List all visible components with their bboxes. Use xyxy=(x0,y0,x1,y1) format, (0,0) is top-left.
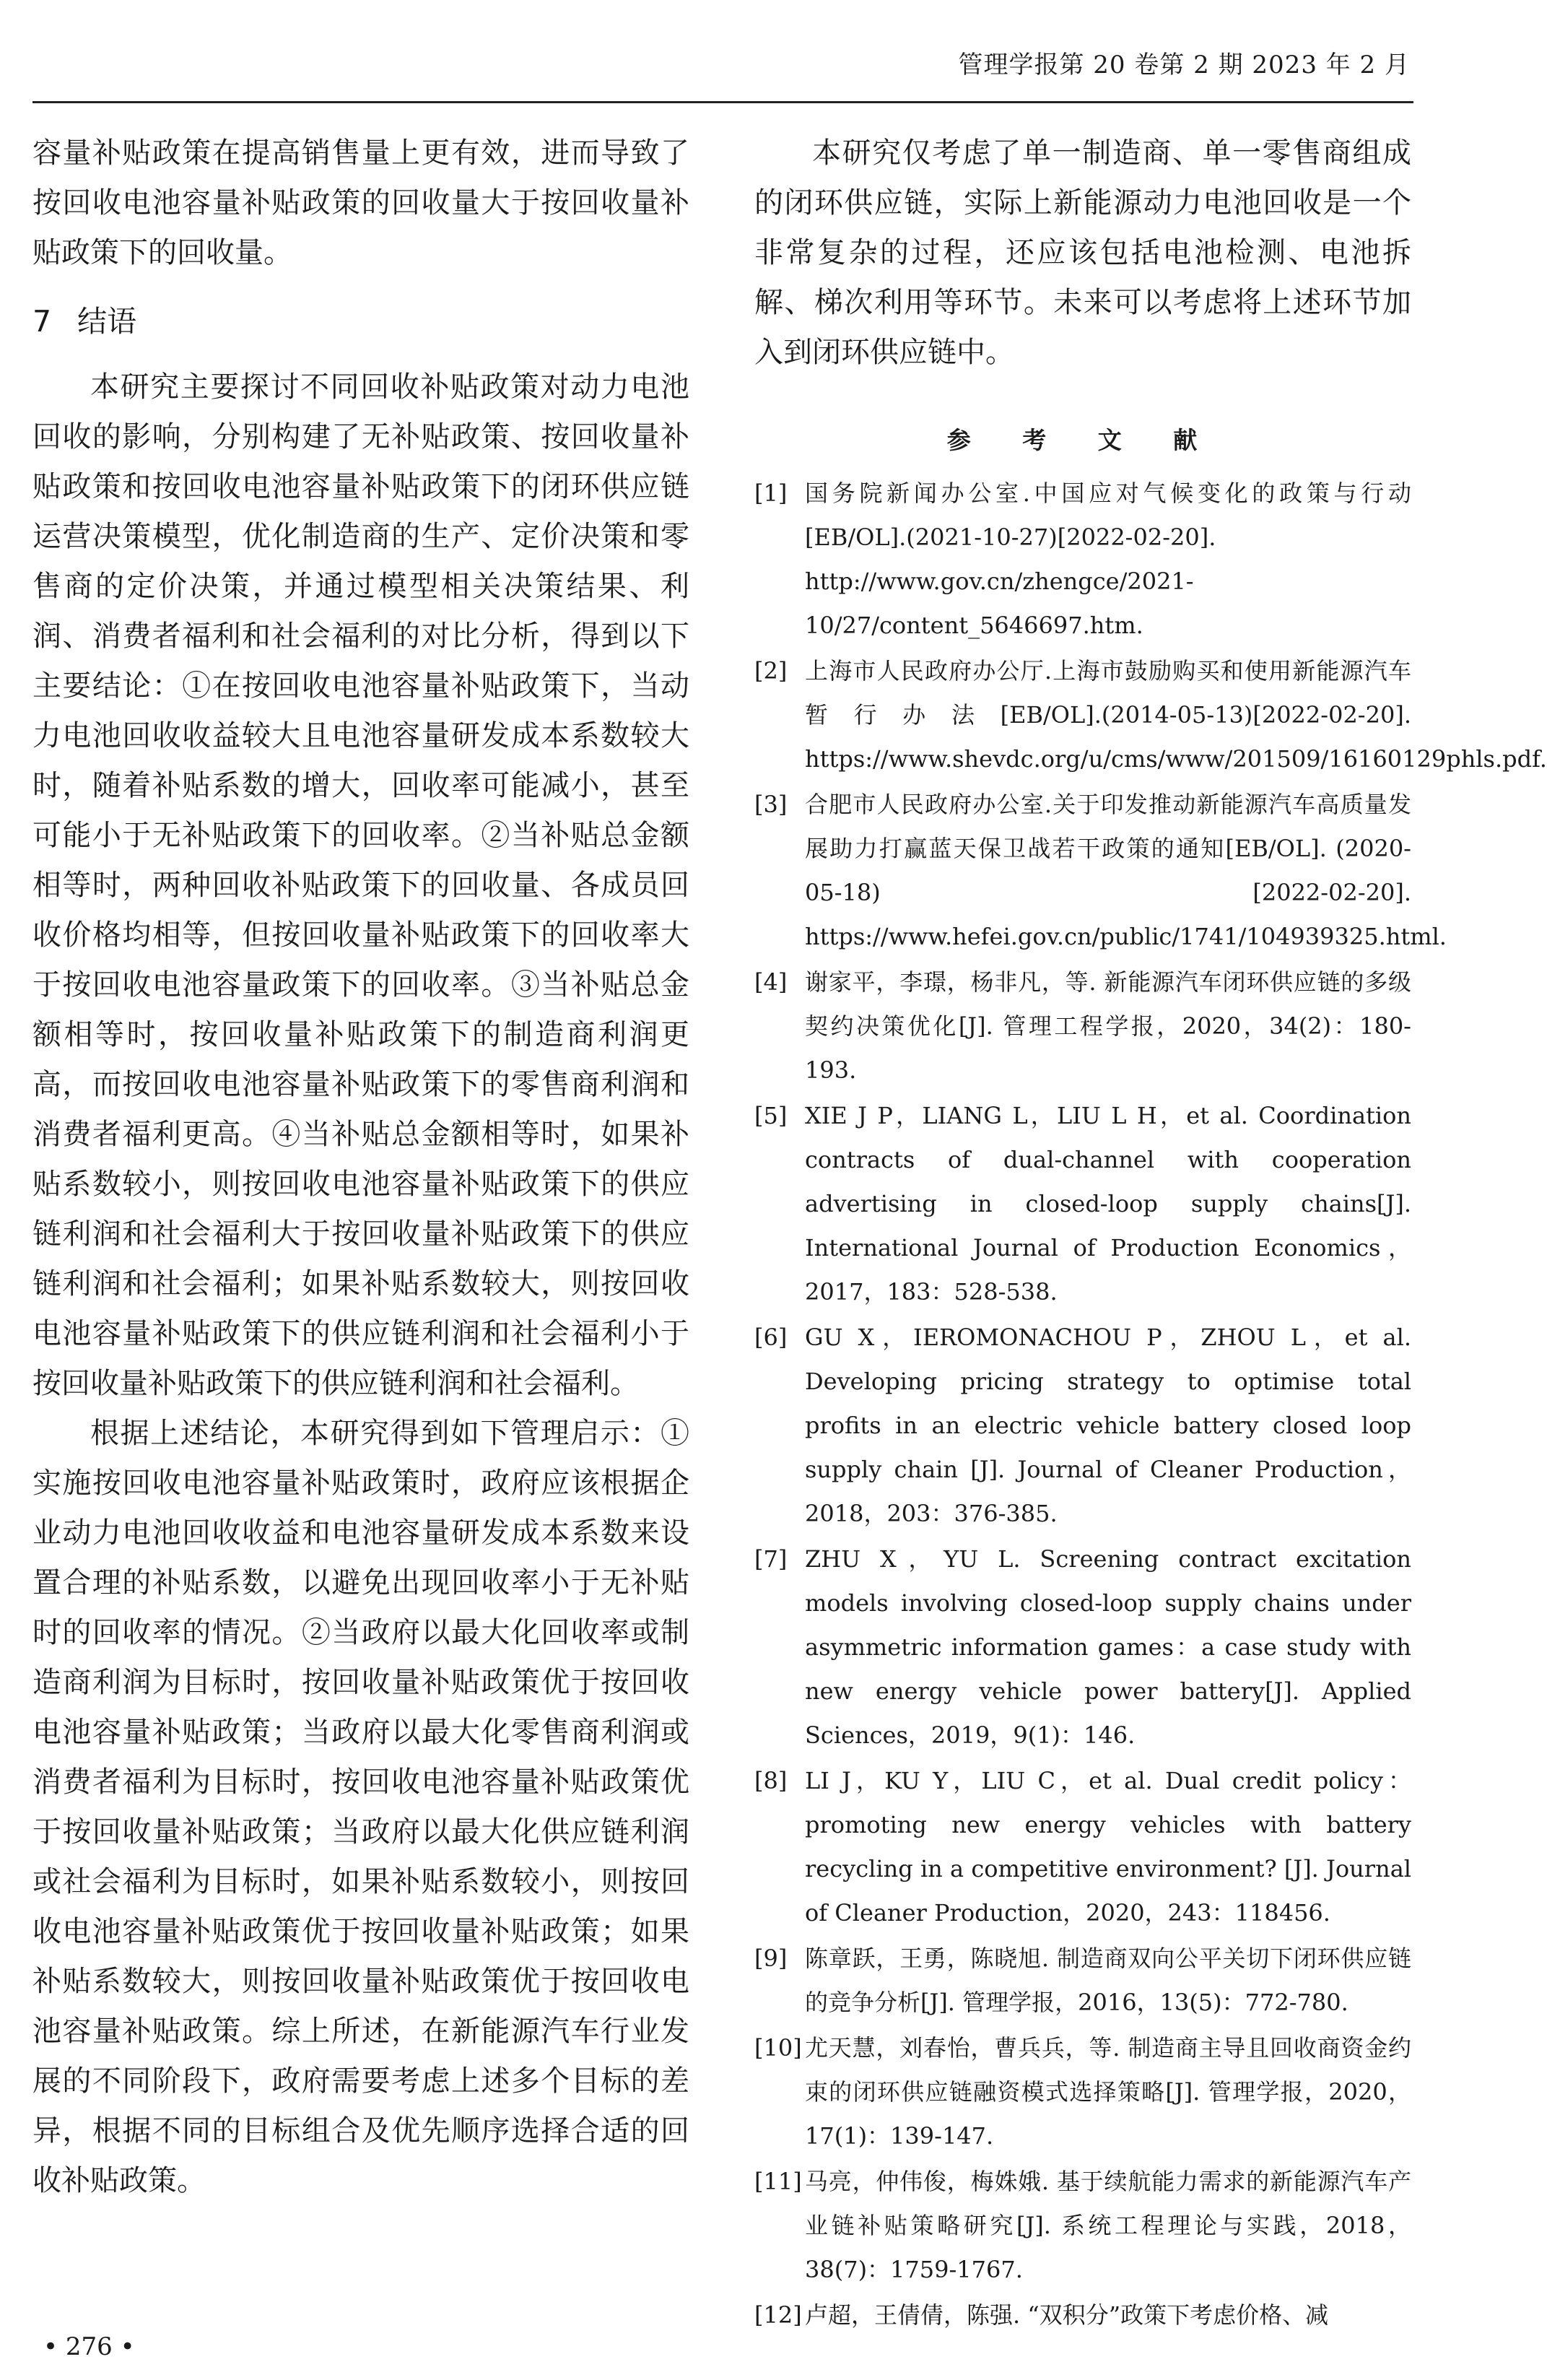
reference-item xyxy=(754,1316,1411,1536)
reference-item xyxy=(754,2160,1411,2292)
reference-number: [11] xyxy=(754,2168,802,2195)
reference-number: [7] xyxy=(754,1545,788,1573)
right-column xyxy=(754,129,1547,2339)
reference-number: [4] xyxy=(754,968,788,996)
reference-item xyxy=(754,1537,1411,1758)
reference-item xyxy=(754,472,1411,648)
reference-number: [2] xyxy=(754,657,788,685)
reference-text: 卢超，王倩倩，陈强. “双积分”政策下考虑价格、减 xyxy=(805,2301,1329,2329)
continuation-paragraph: 容量补贴政策在提高销售量上更有效，进而导致了按回收电池容量补贴政策的回收量大于按回收量补贴政策下的回收量。 xyxy=(32,136,689,269)
section-title: 结语 xyxy=(77,304,137,339)
left-column xyxy=(32,129,689,2206)
implications-paragraph: 根据上述结论，本研究得到如下管理启示：①实施按回收电池容量补贴政策时，政府应该根据企业动力电池回收收益和电池容量研发成本系数来设置合理的补贴系数，以避免出现回收率小于无补贴时的回收率的情况。②当政府以最大化回收率或制造商利润为目标时，按回收量补贴政策优于按回收电池容量补贴政策；当政府以最大化零售商利润或消费者福利为目标时，按回收电池容量补贴政策优于按回收量补贴政策；当政府以最大化供应链利润或社会福利为目标时，如果补贴系数较小，则按回收电池容量补贴政策优于按回收量补贴政策；如果补贴系数较大，则按回收量补贴政策优于按回收电池容量补贴政策。综上所述，在新能源汽车行业发展的不同阶段下，政府需要考虑上述多个目标的差异，根据不同的目标组合及优先顺序选择合适的回收补贴政策。 xyxy=(32,1417,689,2197)
reference-number: [1] xyxy=(754,479,788,507)
reference-item xyxy=(754,1759,1411,1935)
reference-item xyxy=(754,2026,1411,2158)
reference-item xyxy=(754,1094,1411,1314)
conclusion-paragraph: 本研究主要探讨不同回收补贴政策对动力电池回收的影响，分别构建了无补贴政策、按回收量补贴政策和按回收电池容量补贴政策下的闭环供应链运营决策模型，优化制造商的生产、定价决策和零售商的定价决策，并通过模型相关决策结果、利润、消费者福利和社会福利的对比分析，得到以下主要结论：①在按回收电池容量补贴政策下，当动力电池回收收益较大且电池容量研发成本系数较大时，随着补贴系数的增大，回收率可能减小，甚至可能小于无补贴政策下的回收率。②当补贴总金额相等时，两种回收补贴政策下的回收量、各成员回收价格均相等，但按回收量补贴政策下的回收率大于按回收电池容量政策下的回收率。③当补贴总金额相等时，按回收量补贴政策下的制造商利润更高，而按回收电池容量补贴政策下的零售商利润和消费者福利更高。④当补贴总金额相等时，如果补贴系数较小，则按回收电池容量补贴政策下的供应链利润和社会福利大于按回收量补贴政策下的供应链利润和社会福利；如果补贴系数较大，则按回收电池容量补贴政策下的供应链利润和社会福利小于按回收量补贴政策下的供应链利润和社会福利。 xyxy=(32,370,689,1400)
limitations-paragraph: 本研究仅考虑了单一制造商、单一零售商组成的闭环供应链，实际上新能源动力电池回收是一个非常复杂的过程，还应该包括电池检测、电池拆解、梯次利用等环节。未来可以考虑将上述环节加入到闭环供应链中。 xyxy=(754,136,1411,369)
reference-number: [5] xyxy=(754,1102,788,1129)
reference-item xyxy=(754,960,1411,1093)
reference-number: [9] xyxy=(754,1945,788,1972)
references-title: 参 考 文 献 xyxy=(946,426,1219,454)
reference-text: XIE J P，LIANG L，LIU L H，et al. Coordination contracts of dual-channel with cooperation advertising in closed-loop supply chains[J]. International Journal of Production Economics，2017，183：528-538. xyxy=(805,1102,1411,1306)
reference-text: LI J，KU Y，LIU C，et al. Dual credit policy：promoting new energy vehicles with battery recycling in a competitive environment? [J]. Journal of Cleaner Production，2020，243：118456. xyxy=(805,1767,1411,1927)
section-number: 7 xyxy=(32,304,52,339)
reference-item xyxy=(754,2293,1411,2337)
reference-text: 马亮，仲伟俊，梅姝娥. 基于续航能力需求的新能源汽车产业链补贴策略研究[J]. 系统工程理论与实践，2018，38(7)：1759-1767. xyxy=(805,2168,1411,2283)
reference-text: 陈章跃，王勇，陈晓旭. 制造商双向公平关切下闭环供应链的竞争分析[J]. 管理学报，2016，13(5)：772-780. xyxy=(805,1945,1411,2016)
reference-number: [10] xyxy=(754,2034,802,2062)
page-number: • 276 • xyxy=(43,2332,135,2361)
reference-item xyxy=(754,1937,1411,2025)
reference-number: [8] xyxy=(754,1767,788,1794)
reference-text: 尤天慧，刘春怡，曹兵兵，等. 制造商主导且回收商资金约束的闭环供应链融资模式选择策略[J]. 管理学报，2020，17(1)：139-147. xyxy=(805,2034,1411,2150)
reference-item xyxy=(754,649,1547,781)
reference-text: ZHU X，YU L. Screening contract excitation models involving closed-loop supply chains under asymmetric information games：a case study with new energy vehicle power battery[J]. Applied Sciences，2019，9(1)：146. xyxy=(805,1545,1411,1749)
reference-text: 上海市人民政府办公厅.上海市鼓励购买和使用新能源汽车暂行办法[EB/OL].(2014-05-13)[2022-02-20]. https://www.shevdc.org/u/cms/www/201509/16160129phls.pdf. xyxy=(805,657,1547,773)
reference-text: 合肥市人民政府办公室.关于印发推动新能源汽车高质量发展助力打赢蓝天保卫战若干政策的通知[EB/OL]. (2020-05-18) [2022-02-20]. https://www.hefei.gov.cn/public/1741/104939325.html. xyxy=(805,791,1447,950)
section-heading xyxy=(32,297,689,347)
reference-text: 国务院新闻办公室.中国应对气候变化的政策与行动[EB/OL].(2021-10-27)[2022-02-20]. http://www.gov.cn/zhengce/2021-10/27/content_5646697.htm. xyxy=(805,479,1411,639)
reference-text: GU X，IEROMONACHOU P，ZHOU L，et al. Developing pricing strategy to optimise total profits in an electric vehicle battery closed loop supply chain [J]. Journal of Cleaner Production，2018，203：376-385. xyxy=(805,1324,1411,1527)
reference-item xyxy=(754,783,1447,959)
header-rule xyxy=(32,101,1413,103)
journal-header: 管理学报第 20 卷第 2 期 2023 年 2 月 xyxy=(958,51,1410,79)
reference-number: [6] xyxy=(754,1324,788,1351)
reference-list xyxy=(754,472,1547,2337)
reference-text: 谢家平，李璟，杨非凡，等. 新能源汽车闭环供应链的多级契约决策优化[J]. 管理工程学报，2020，34(2)：180-193. xyxy=(805,968,1411,1084)
reference-number: [3] xyxy=(754,791,788,818)
reference-number: [12] xyxy=(754,2301,802,2329)
